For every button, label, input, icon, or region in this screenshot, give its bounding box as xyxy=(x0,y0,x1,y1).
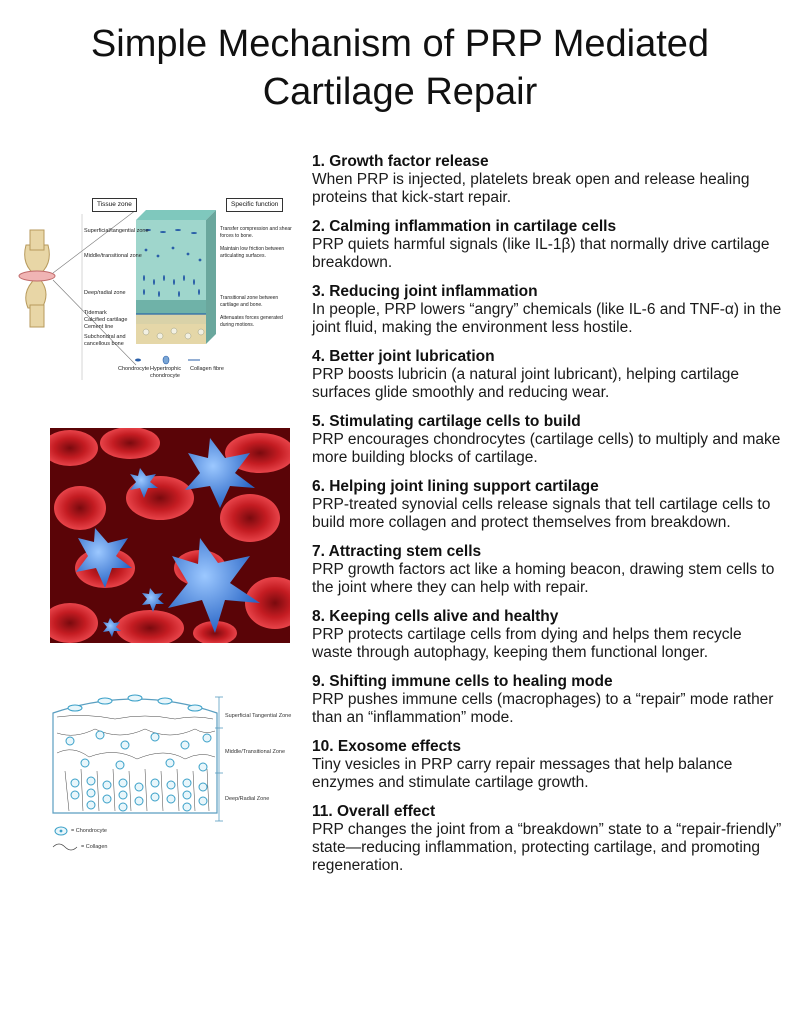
step-8 xyxy=(312,607,782,662)
step-text: PRP growth factors act like a homing beacon, drawing stem cells to the joint where they can help with repair. xyxy=(312,561,775,596)
function-label: Maintain low friction between articulating surfaces. xyxy=(220,246,285,259)
step-heading: 11. Overall effect xyxy=(312,803,436,820)
step-text: PRP protects cartilage cells from dying and helps them recycle waste through autophagy, keeping them functional longer. xyxy=(312,626,742,661)
title-line-1: Simple Mechanism of PRP Mediated xyxy=(90,23,710,65)
step-heading: 8. Keeping cells alive and healthy xyxy=(312,608,559,625)
zone-label-deep: Deep/Radial Zone xyxy=(225,796,270,802)
function-label: Transfer compression and shear forces to bone. xyxy=(220,226,292,239)
function-label: Attenuates forces generated during motions. xyxy=(220,315,283,328)
legend-hypertrophic-chondrocyte: Hypertrophic chondrocyte xyxy=(150,366,182,379)
tissue-zone-header: Tissue zone xyxy=(92,198,137,212)
legend-collagen: = Collagen xyxy=(81,844,108,850)
mechanism-steps-list xyxy=(312,152,782,885)
step-2 xyxy=(312,217,782,272)
step-5 xyxy=(312,412,782,467)
cartilage-zone-figure xyxy=(8,190,298,390)
step-heading: 4. Better joint lubrication xyxy=(312,348,495,365)
legend-chondrocyte: = Chondrocyte xyxy=(71,828,107,834)
step-text: PRP boosts lubricin (a natural joint lubricant), helping cartilage surfaces glide smoothly and reducing wear. xyxy=(312,366,740,401)
step-heading: 6. Helping joint lining support cartilage xyxy=(312,478,599,495)
step-10 xyxy=(312,737,782,792)
step-heading: 5. Stimulating cartilage cells to build xyxy=(312,413,581,430)
cartilage-structure-figure xyxy=(25,683,310,858)
step-text: PRP changes the joint from a “breakdown” state to a “repair-friendly” state—reducing inflammation, protecting cartilage, and promoting regeneration. xyxy=(312,821,782,874)
blood-cells-image xyxy=(50,428,290,643)
step-text: In people, PRP lowers “angry” chemicals (like IL-6 and TNF-α) in the joint fluid, making the environment less hostile. xyxy=(312,301,782,336)
zone-label: Calcified cartilage xyxy=(84,317,128,323)
zone-label: Cement line xyxy=(84,324,114,330)
legend-chondrocyte: Chondrocyte xyxy=(118,366,150,372)
function-label: Transitional zone between cartilage and bone. xyxy=(220,295,279,308)
step-text: PRP encourages chondrocytes (cartilage cells) to multiply and make more building blocks of cartilage. xyxy=(312,431,781,466)
legend-collagen-fibre: Collagen fibre xyxy=(190,366,224,372)
step-11 xyxy=(312,802,782,875)
zone-label: Middle/transitional zone xyxy=(84,253,142,259)
step-text: PRP pushes immune cells (macrophages) to a “repair” mode rather than an “inflammation” mode. xyxy=(312,691,774,726)
title-line-2: Cartilage Repair xyxy=(262,71,538,113)
zone-label: Tidemark xyxy=(84,310,107,316)
step-heading: 2. Calming inflammation in cartilage cells xyxy=(312,218,617,235)
step-text: Tiny vesicles in PRP carry repair messages that help balance enzymes and stimulate cartilage growth. xyxy=(312,756,733,791)
zone-label: Deep/radial zone xyxy=(84,290,126,296)
step-heading: 9. Shifting immune cells to healing mode xyxy=(312,673,613,690)
step-text: PRP-treated synovial cells release signals that tell cartilage cells to build more collagen and protect themselves from breakdown. xyxy=(312,496,771,531)
step-1 xyxy=(312,152,782,207)
step-7 xyxy=(312,542,782,597)
step-4 xyxy=(312,347,782,402)
page-title xyxy=(0,20,800,116)
zone-label: Subchondral and cancellous bone xyxy=(84,334,126,347)
zone-label: Superficial/tangential zone xyxy=(84,228,149,234)
cartilage-zone-illustration xyxy=(8,190,298,390)
step-heading: 1. Growth factor release xyxy=(312,153,489,170)
blood-cells-illustration xyxy=(50,428,290,643)
step-3 xyxy=(312,282,782,337)
zone-label-superficial: Superficial Tangential Zone xyxy=(225,713,292,719)
zone-label-middle: Middle/Transitional Zone xyxy=(225,749,286,755)
step-6 xyxy=(312,477,782,532)
step-heading: 3. Reducing joint inflammation xyxy=(312,283,538,300)
specific-function-header: Specific function xyxy=(226,198,283,212)
step-text: PRP quiets harmful signals (like IL-1β) that normally drive cartilage breakdown. xyxy=(312,236,770,271)
step-text: When PRP is injected, platelets break open and release healing proteins that kick-start repair. xyxy=(312,171,750,206)
step-heading: 7. Attracting stem cells xyxy=(312,543,482,560)
cartilage-structure-illustration xyxy=(25,683,310,858)
step-9 xyxy=(312,672,782,727)
step-heading: 10. Exosome effects xyxy=(312,738,462,755)
